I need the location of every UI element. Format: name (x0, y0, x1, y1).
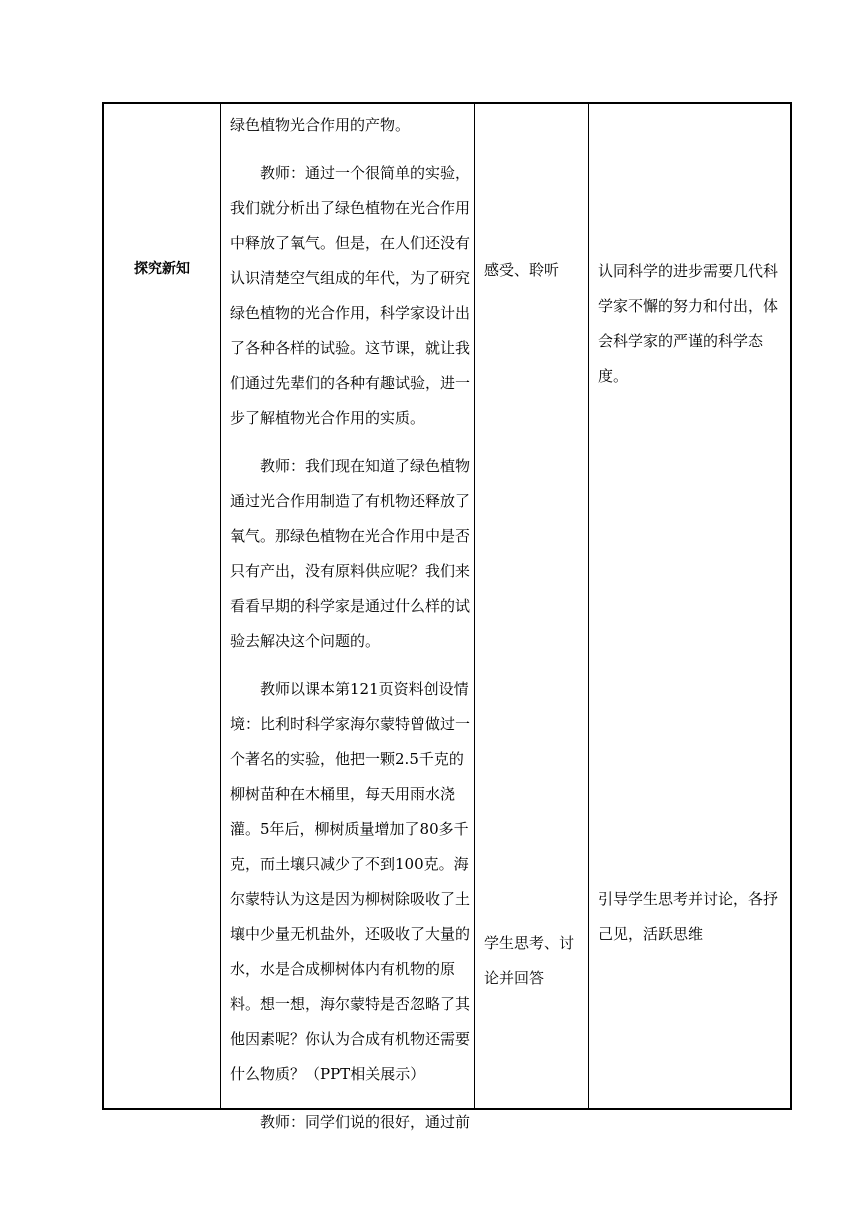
lesson-plan-table (102, 102, 792, 1131)
teacher-paragraph: 教师：同学们说的很好，通过前 (260, 1113, 471, 1131)
teacher-paragraph: 教师：我们现在知道了绿色植物通过光合作用制造了有机物还释放了氧气。那绿色植物在光合作用中是否只有产出，没有原料供应呢？我们来看看早期的科学家是通过什么样的试验去解决这个问题的。 (230, 457, 471, 650)
teacher-activity-cell (230, 108, 472, 1153)
teacher-paragraph: 教师以课本第121页资料创设情境：比利时科学家海尔蒙特曾做过一个著名的实验，他把一颗2.5千克的柳树苗种在木桶里，每天用雨水浇灌。5年后，柳树质量增加了80多千克，而土壤只减少了不到100克。海尔蒙特认为这是因为柳树除吸收了土壤中少量无机盐外，还吸收了大量的水，水是合成柳树体内有机物的原料。想一想，海尔蒙特是否忽略了其他因素呢？你认为合成有机物还需要什么物质？（PPT相关展示） (230, 680, 471, 1083)
column-divider (588, 104, 589, 1108)
teacher-paragraph: 教师：通过一个很简单的实验，我们就分析出了绿色植物在光合作用中释放了氧气。但是，在人们还没有认识清楚空气组成的年代，为了研究绿色植物的光合作用，科学家设计出了各种各样的试验。这节课，就让我们通过先辈们的各种有趣试验，进一步了解植物光合作用的实质。 (230, 164, 471, 427)
section-label: 探究新知 (134, 261, 190, 277)
student-activity-text: 感受、聆听 (484, 261, 560, 279)
column-divider (474, 104, 475, 1108)
design-intent-text: 引导学生思考并讨论，各抒己见，活跃思维 (598, 890, 779, 943)
teacher-paragraph: 绿色植物光合作用的产物。 (230, 116, 411, 134)
column-divider (220, 104, 221, 1108)
design-intent-text: 认同科学的进步需要几代科学家不懈的努力和付出，体会科学家的严谨的科学态度。 (598, 262, 779, 385)
student-activity-text: 学生思考、讨论并回答 (484, 934, 575, 987)
